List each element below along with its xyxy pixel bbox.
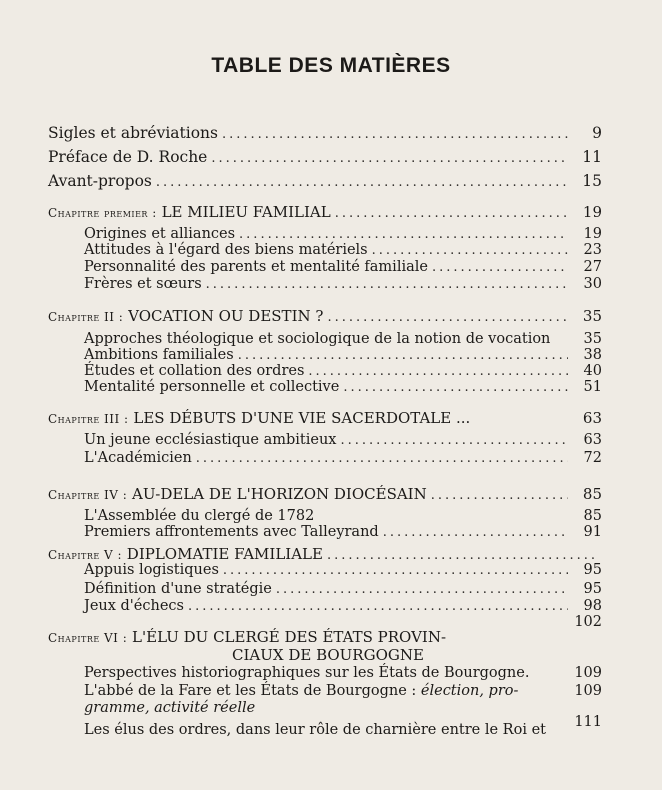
entry-text: Frères et sœurs — [84, 276, 202, 292]
entry-text: Définition d'une stratégie — [84, 581, 272, 597]
entry-page: 85 — [583, 508, 602, 524]
toc-subentry[interactable] — [84, 450, 602, 470]
leader-dots — [238, 348, 568, 363]
entry-page: 11 — [582, 148, 602, 166]
leader-dots — [206, 277, 568, 292]
entry-page: 72 — [583, 450, 602, 466]
toc-subentry[interactable] — [84, 276, 602, 296]
chapter-label: Chapitre premier : — [48, 206, 157, 220]
chapter-heading[interactable] — [48, 628, 602, 648]
chapter-title: AU-DELA DE L'HORIZON DIOCÉSAIN — [132, 485, 427, 503]
entry-text: Sigles et abréviations — [48, 124, 218, 142]
entry-text: Attitudes à l'égard des biens matériels — [84, 242, 368, 258]
chapter-label: Chapitre III : — [48, 412, 129, 426]
leader-dots — [276, 582, 568, 597]
leader-dots — [211, 151, 568, 166]
chapter-label: Chapitre IV : — [48, 488, 128, 502]
leader-dots — [308, 364, 568, 379]
chapter-page: 63 — [582, 409, 602, 427]
entry-page: 40 — [583, 363, 602, 379]
leader-dots — [188, 599, 568, 614]
entry-page: 9 — [592, 124, 602, 142]
chapter-page: 19 — [582, 203, 602, 221]
entry-text: Ambitions familiales — [84, 347, 234, 363]
entry-page: 91 — [583, 524, 602, 540]
chapter-heading[interactable] — [48, 485, 602, 505]
entry-text: L'Assemblée du clergé de 1782 — [84, 508, 315, 524]
entry-text: L'abbé de la Fare et les États de Bourgogne : — [84, 683, 417, 699]
chapter-heading[interactable] — [48, 409, 602, 429]
chapter-title: VOCATION OU DESTIN ? — [128, 307, 324, 325]
entry-text: Appuis logistiques — [84, 562, 219, 578]
leader-dots — [431, 488, 568, 503]
toc-subentry[interactable] — [84, 665, 602, 685]
leader-dots — [327, 548, 598, 563]
toc-subentry[interactable] — [84, 524, 602, 544]
leader-dots — [432, 260, 568, 275]
entry-text: Avant-propos — [48, 172, 152, 190]
leader-dots — [223, 563, 568, 578]
chapter-heading[interactable] — [48, 307, 602, 327]
leader-dots — [156, 175, 568, 190]
chapter-title: LES DÉBUTS D'UNE VIE SACERDOTALE ... — [133, 409, 471, 427]
entry-text: Mentalité personnelle et collective — [84, 379, 340, 395]
entry-text: Études et collation des ordres — [84, 363, 305, 379]
entry-text: Perspectives historiographiques sur les États de Bourgogne. — [84, 665, 530, 681]
chapter-label: Chapitre V : — [48, 548, 123, 562]
leader-dots — [343, 380, 568, 395]
toc-subentry[interactable] — [84, 379, 602, 399]
chapter-title: L'ÉLU DU CLERGÉ DES ÉTATS PROVIN- — [132, 628, 447, 646]
entry-text: Un jeune ecclésiastique ambitieux — [84, 432, 337, 448]
leader-dots — [196, 451, 568, 466]
chapter-title: DIPLOMATIE FAMILIALE — [126, 545, 323, 563]
entry-text: Jeux d'échecs — [84, 598, 184, 614]
toc-entry[interactable] — [48, 124, 602, 144]
toc-entry[interactable] — [48, 172, 602, 192]
toc-entry[interactable] — [48, 148, 602, 168]
entry-text-italic: élection, pro- — [420, 683, 519, 699]
entry-text-continued: gramme, activité réelle — [84, 700, 256, 716]
chapter-title-continued: CIAUX DE BOURGOGNE — [232, 646, 424, 664]
entry-page: 63 — [583, 432, 602, 448]
entry-text: Personnalité des parents et mentalité familiale — [84, 259, 428, 275]
chapter-label: Chapitre II : — [48, 310, 124, 324]
leader-dots — [327, 310, 568, 325]
toc-subentry[interactable] — [84, 562, 602, 582]
leader-dots — [372, 243, 568, 258]
entry-page: 23 — [583, 242, 602, 258]
page-title: TABLE DES MATIÈRES — [211, 54, 451, 77]
chapter-heading[interactable] — [48, 203, 602, 223]
leader-dots — [335, 206, 568, 221]
entry-text: Préface de D. Roche — [48, 148, 208, 166]
entry-page: 109 — [574, 665, 602, 681]
entry-text: Approches théologique et sociologique de la notion de vocation — [84, 331, 551, 347]
entry-page: 51 — [583, 379, 602, 395]
toc-subentry[interactable] — [84, 432, 602, 452]
entry-text: L'Académicien — [84, 450, 192, 466]
leader-dots — [340, 433, 568, 448]
entry-text: Les élus des ordres, dans leur rôle de charnière entre le Roi et — [84, 722, 546, 738]
entry-page: 15 — [582, 172, 602, 190]
entry-page: 98 — [583, 598, 602, 614]
entry-page: 38 — [583, 347, 602, 363]
chapter-page: 85 — [582, 485, 602, 503]
entry-page: 102 — [574, 614, 602, 630]
entry-page: 95 — [583, 562, 602, 578]
chapter-page: 35 — [582, 307, 602, 325]
entry-page: 30 — [583, 276, 602, 292]
chapter-label: Chapitre VI : — [48, 631, 128, 645]
entry-page: 27 — [583, 259, 602, 275]
toc-subentry[interactable] — [84, 598, 602, 618]
entry-page: 19 — [583, 226, 602, 242]
chapter-title: LE MILIEU FAMILIAL — [161, 203, 331, 221]
leader-dots — [239, 227, 568, 242]
leader-dots — [222, 127, 568, 142]
entry-page: 95 — [583, 581, 602, 597]
entry-page: 109 — [574, 683, 602, 699]
entry-page: 111 — [574, 714, 602, 730]
entry-page: 35 — [583, 331, 602, 347]
entry-text: Premiers affrontements avec Talleyrand — [84, 524, 379, 540]
entry-text: Origines et alliances — [84, 226, 236, 242]
leader-dots — [383, 525, 568, 540]
